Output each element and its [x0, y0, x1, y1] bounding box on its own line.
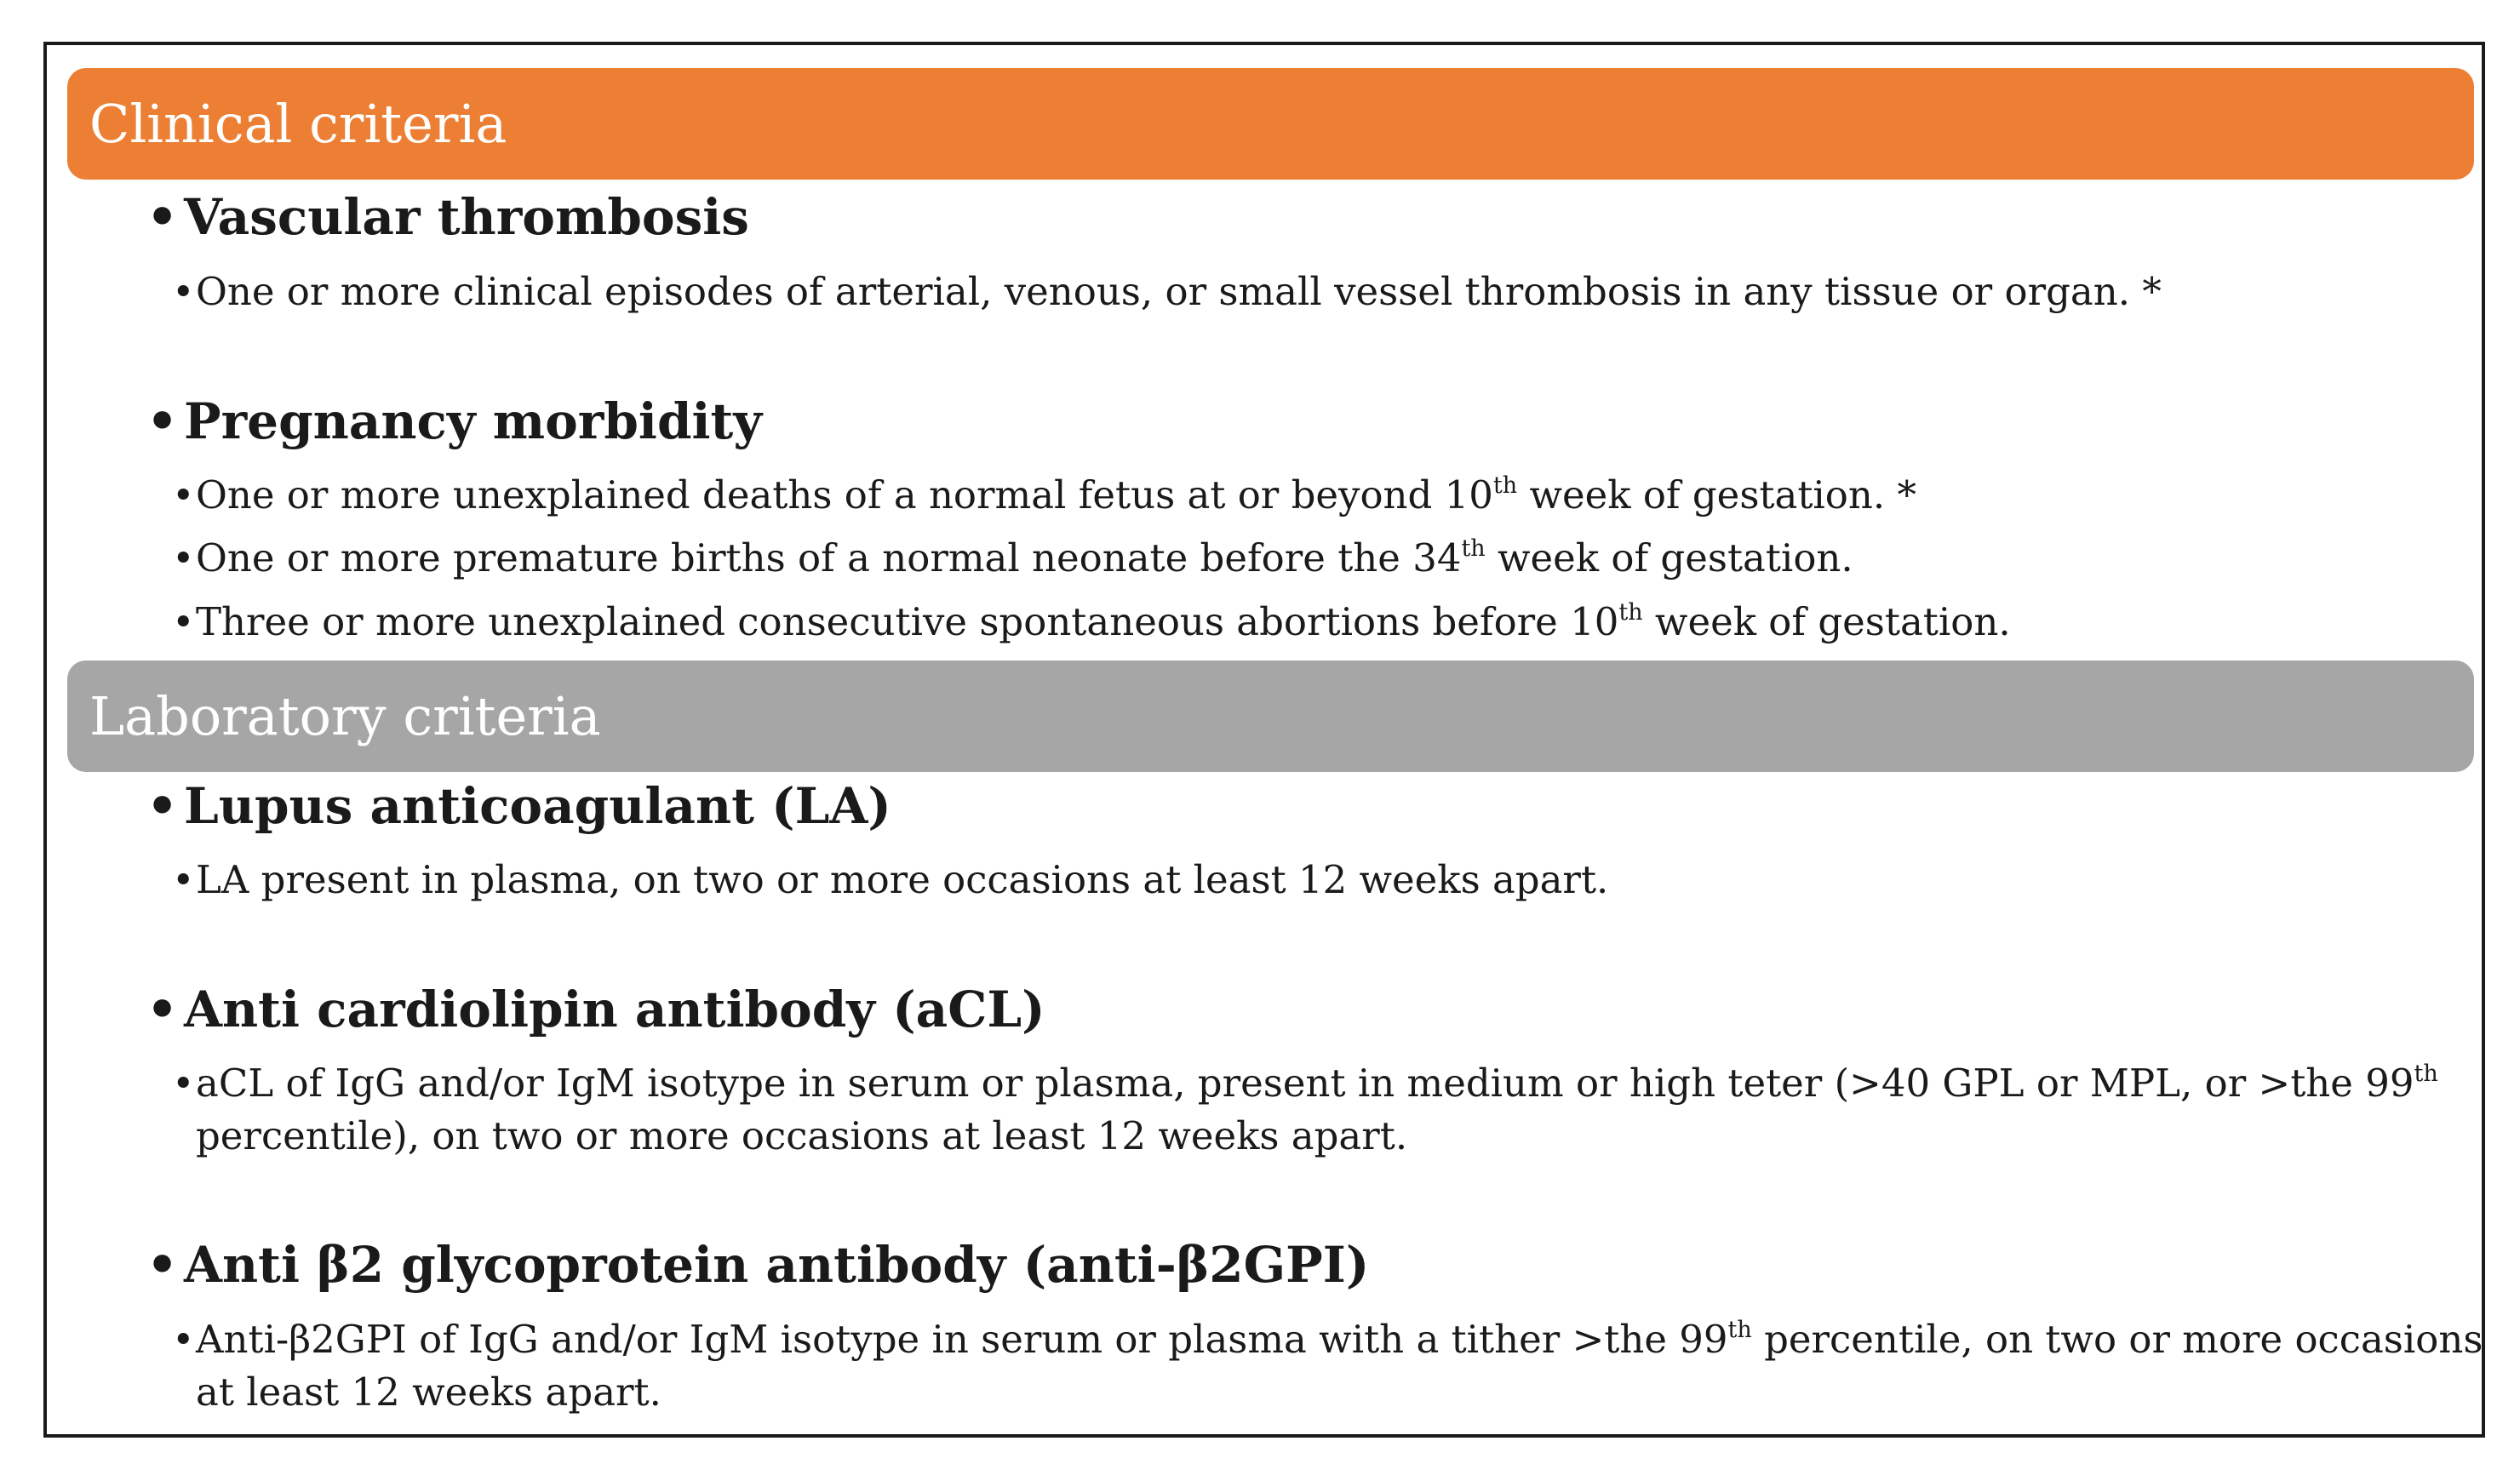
clinical-criteria-banner — [67, 68, 2474, 180]
heading-bullet: • — [146, 392, 179, 450]
laboratory-criteria-banner — [67, 660, 2474, 772]
item-text: One or more clinical episodes of arterial, venous, or small vessel thrombosis in any tissue or organ. * — [196, 269, 2162, 314]
superscript: th — [1727, 1317, 1752, 1343]
item-text-end: week of gestation. — [1485, 535, 1853, 580]
item-text: One or more unexplained deaths of a normal fetus at or beyond 10 — [196, 472, 1493, 517]
clinical-criteria-title: Clinical criteria — [89, 93, 507, 155]
heading-bullet: • — [146, 188, 179, 246]
vascular-thrombosis-item — [172, 266, 2162, 318]
heading-text: Vascular thrombosis — [184, 188, 749, 246]
anticardiolipin-heading — [146, 981, 1045, 1038]
heading-text: Pregnancy morbidity — [184, 392, 763, 450]
item-bullet: • — [172, 269, 195, 314]
item-bullet: • — [172, 535, 195, 580]
item-text: Three or more unexplained consecutive spontaneous abortions before 10 — [196, 599, 1619, 644]
item-bullet: • — [172, 857, 195, 902]
item-continuation: at least 12 weeks apart. — [196, 1369, 662, 1415]
superscript: th — [1492, 472, 1518, 499]
superscript: th — [1618, 599, 1643, 626]
pregnancy-item-fetal-death — [172, 469, 1916, 522]
heading-bullet: • — [146, 777, 179, 835]
superscript: th — [1461, 535, 1486, 562]
item-bullet: • — [172, 1061, 195, 1106]
item-bullet: • — [172, 599, 195, 644]
item-text: aCL of IgG and/or IgM isotype in serum or plasma, present in medium or high teter (>40 GPL or MPL, or >the 99 — [196, 1061, 2414, 1106]
item-bullet: • — [172, 1317, 195, 1362]
heading-bullet: • — [146, 981, 179, 1038]
heading-text: Anti cardiolipin antibody (aCL) — [184, 981, 1045, 1038]
anticardiolipin-item — [172, 1057, 2438, 1163]
pregnancy-item-premature-birth — [172, 532, 1853, 585]
vascular-thrombosis-heading — [146, 188, 749, 246]
item-text: LA present in plasma, on two or more occasions at least 12 weeks apart. — [196, 857, 1609, 902]
item-text: Anti-β2GPI of IgG and/or IgM isotype in serum or plasma with a tither >the 99 — [196, 1317, 1728, 1362]
pregnancy-item-abortions — [172, 596, 2011, 649]
item-text-end: week of gestation. * — [1517, 472, 1916, 517]
lupus-anticoagulant-heading — [146, 777, 891, 835]
pregnancy-morbidity-heading — [146, 392, 763, 450]
item-bullet: • — [172, 472, 195, 517]
item-continuation: percentile), on two or more occasions at least 12 weeks apart. — [196, 1113, 1408, 1158]
heading-text: Lupus anticoagulant (LA) — [184, 777, 891, 835]
anti-b2gpi-item — [172, 1313, 2483, 1419]
superscript: th — [2414, 1061, 2438, 1087]
anti-b2gpi-heading — [146, 1236, 1370, 1294]
lupus-anticoagulant-item — [172, 854, 1608, 906]
heading-text: Anti β2 glycoprotein antibody (anti-β2GPI) — [184, 1236, 1370, 1294]
item-text-end: percentile, on two or more occasions — [1751, 1317, 2483, 1362]
item-text-end: week of gestation. — [1642, 599, 2011, 644]
item-text: One or more premature births of a normal neonate before the 34 — [196, 535, 1462, 580]
laboratory-criteria-title: Laboratory criteria — [89, 685, 601, 747]
heading-bullet: • — [146, 1236, 179, 1294]
